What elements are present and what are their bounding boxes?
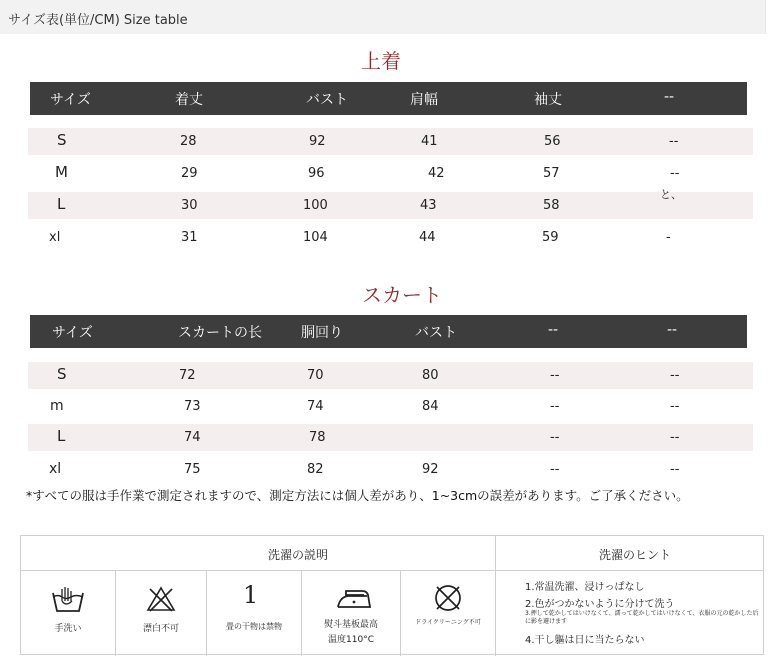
size-cell: xl	[49, 230, 61, 245]
table-row	[28, 393, 753, 420]
no-bleach-label: 漂白不可	[142, 624, 179, 634]
skirt-col-bust: バスト	[415, 325, 457, 341]
c5-cell: --	[550, 462, 560, 477]
care-item-no-bleach	[116, 571, 207, 656]
care-tip: 4.干し軀は日に当たらない	[525, 635, 645, 646]
care-item-iron	[302, 571, 401, 656]
care-tip: 2.色がつかないように分けて洗う	[525, 599, 675, 610]
care-instructions-header	[21, 536, 496, 571]
care-panel	[20, 535, 764, 655]
waist-cell: 70	[307, 368, 324, 383]
c5-cell: --	[550, 368, 560, 383]
bust-cell: 92	[422, 462, 439, 477]
extra-cell: --	[670, 166, 680, 181]
c6-cell: --	[670, 430, 680, 445]
iron-label: 熨斗基板最高	[323, 620, 378, 630]
length-cell: 72	[179, 368, 196, 383]
table-row	[28, 224, 753, 251]
c6-cell: --	[670, 368, 680, 383]
size-cell: S	[57, 365, 67, 383]
c5-cell: --	[550, 430, 560, 445]
length-cell: 30	[181, 198, 198, 213]
hang-dry-label: 畳の干物は禁物	[226, 622, 282, 631]
extra-cell: -	[666, 230, 671, 245]
iron-icon	[334, 587, 374, 611]
length-cell: 73	[184, 399, 201, 414]
table-row	[28, 160, 753, 187]
hand-wash-icon	[50, 585, 86, 615]
sleeve-cell: 57	[543, 166, 560, 181]
tops-col-size: サイズ	[50, 92, 91, 108]
care-tips-title: 洗濯のヒント	[599, 548, 672, 562]
waist-cell: 78	[309, 430, 326, 445]
shoulder-cell: 44	[419, 230, 436, 245]
skirt-col-5: --	[548, 322, 559, 338]
sleeve-cell: 59	[542, 230, 559, 245]
bust-cell: 104	[303, 230, 328, 245]
no-dry-clean-label: ドライクリーニング不可	[415, 619, 481, 626]
size-cell: m	[50, 398, 64, 414]
size-cell: L	[57, 427, 66, 445]
number-one-icon: 1	[243, 581, 259, 609]
shoulder-cell: 41	[421, 134, 438, 149]
table-row	[28, 362, 753, 389]
size-cell: M	[55, 163, 68, 181]
bust-cell: 80	[422, 368, 439, 383]
size-table-title: サイズ表(単位/CM) Size table	[8, 13, 188, 28]
length-cell: 75	[184, 462, 201, 477]
length-cell: 29	[181, 166, 198, 181]
table-row	[28, 456, 753, 483]
c6-cell: --	[670, 462, 680, 477]
iron-temp-label: 温度110°C	[328, 635, 374, 645]
bust-cell: 96	[308, 166, 325, 181]
table-row	[28, 128, 753, 155]
table-row	[28, 188, 753, 219]
tops-col-bust: バスト	[306, 92, 348, 108]
waist-cell: 74	[307, 399, 324, 414]
sleeve-cell: 56	[544, 134, 561, 149]
length-cell: 28	[180, 134, 197, 149]
skirt-header-row	[30, 315, 747, 348]
size-table-header-bar	[0, 0, 766, 34]
size-cell: xl	[49, 461, 62, 477]
extra-cell: --	[669, 134, 679, 149]
waist-cell: 82	[307, 462, 324, 477]
tops-col-shoulder: 肩幅	[410, 92, 438, 108]
care-tip: 3.押して乾かしてはいけなくて、濡って乾かしてはいけなくて、衣服の元の乾かした后に影を避けます	[525, 610, 759, 625]
care-tips-header	[496, 536, 763, 571]
length-cell: 74	[184, 430, 201, 445]
bust-cell: 92	[309, 134, 326, 149]
size-cell: S	[57, 131, 67, 149]
care-item-hand-wash	[21, 571, 116, 656]
bust-cell: 100	[303, 198, 328, 213]
hand-wash-label: 手洗い	[54, 624, 82, 634]
tops-section-title: 上着	[361, 49, 401, 73]
c5-cell: --	[550, 399, 560, 414]
no-dry-clean-icon	[433, 583, 463, 613]
shoulder-cell: 42	[428, 166, 445, 181]
bust-cell: 84	[422, 399, 439, 414]
no-bleach-icon	[146, 586, 176, 612]
care-tip: 1.常温洗濯、浸けっぱなし	[525, 582, 645, 593]
length-cell: 31	[181, 230, 198, 245]
extra-cell: と、	[660, 188, 682, 201]
care-item-no-dry-clean	[401, 571, 496, 656]
skirt-section-title: スカート	[362, 283, 442, 307]
sleeve-cell: 58	[543, 198, 560, 213]
skirt-col-6: --	[667, 322, 678, 338]
shoulder-cell: 43	[420, 198, 437, 213]
table-row	[28, 424, 753, 451]
measurement-note: *すべての服は手作業で測定されますので、測定方法には個人差があり、1~3cmの誤差があります。ご了承ください。	[26, 488, 689, 503]
skirt-col-length: スカートの长	[178, 325, 262, 341]
size-cell: L	[57, 195, 66, 213]
care-item-hang-dry	[207, 571, 302, 656]
skirt-col-size: サイズ	[52, 325, 93, 341]
tops-col-extra: --	[664, 89, 675, 105]
care-title: 洗濯の説明	[268, 548, 329, 562]
c6-cell: --	[670, 399, 680, 414]
tops-col-length: 着丈	[175, 92, 203, 108]
tops-col-sleeve: 袖丈	[534, 92, 562, 108]
skirt-col-waist: 胴回り	[301, 325, 343, 341]
tops-header-row	[30, 82, 747, 115]
